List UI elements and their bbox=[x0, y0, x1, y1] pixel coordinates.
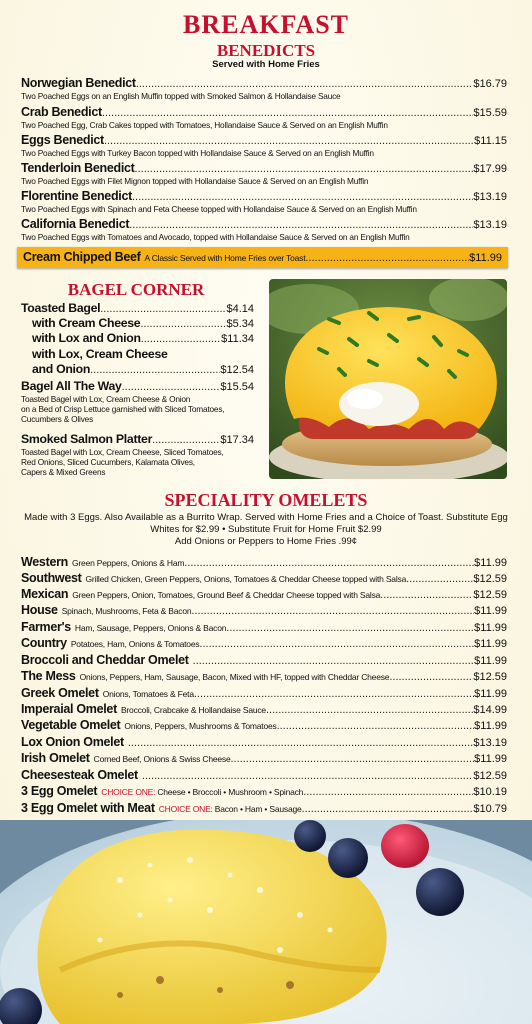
benedicts-heading: BENEDICTS bbox=[216, 41, 316, 60]
omelet-item bbox=[21, 603, 507, 618]
item-price: $11.99 bbox=[469, 252, 502, 264]
item-price: $11.99 bbox=[474, 638, 507, 650]
omelet-item bbox=[21, 620, 507, 635]
omelet-item bbox=[21, 571, 507, 586]
benedict-item bbox=[21, 161, 507, 186]
item-name: Farmer's bbox=[21, 620, 71, 634]
omelet-item bbox=[21, 686, 507, 701]
benedicts-subheading: Served with Home Fries bbox=[212, 59, 320, 70]
item-price: $11.99 bbox=[474, 720, 507, 732]
bagel-item bbox=[21, 347, 254, 377]
speciality-omelets-heading: SPECIALITY OMELETS bbox=[164, 490, 368, 510]
item-description: Green Peppers, Onion, Tomatoes, Ground Beef & Cheddar Cheese topped with Salsa bbox=[72, 590, 381, 600]
item-name: Mexican bbox=[21, 587, 69, 601]
item-price: $13.19 bbox=[473, 737, 507, 749]
item-description: Toasted Bagel with Lox, Cream Cheese, Sliced Tomatoes, bbox=[21, 447, 224, 457]
item-description: Two Poached Eggs with Filet Mignon topped with Hollandaise Sauce & Served on an English Muffin bbox=[21, 176, 369, 186]
omelet-item bbox=[21, 702, 507, 717]
item-name: The Mess bbox=[21, 669, 76, 683]
item-name: Toasted Bagel bbox=[21, 301, 101, 315]
item-description: Capers & Mixed Greens bbox=[21, 467, 106, 477]
item-price: $12.59 bbox=[473, 770, 507, 782]
item-price: $10.19 bbox=[473, 786, 507, 798]
item-price: $13.19 bbox=[473, 191, 507, 203]
item-name: Lox Onion Omelet bbox=[21, 735, 124, 749]
item-name: with Cream Cheese bbox=[32, 316, 141, 330]
item-price: $11.99 bbox=[474, 753, 507, 765]
choice-label: CHOICE ONE: bbox=[101, 787, 156, 797]
item-price: $17.34 bbox=[220, 434, 254, 446]
omelet-item bbox=[21, 735, 507, 750]
item-price: $4.14 bbox=[226, 303, 254, 315]
item-name: Crab Benedict bbox=[21, 105, 102, 119]
item-price: $11.99 bbox=[474, 605, 507, 617]
item-name: Norwegian Benedict bbox=[21, 76, 136, 90]
omelets-intro bbox=[22, 512, 510, 548]
choice-label: CHOICE ONE: bbox=[158, 804, 213, 814]
item-description: Two Poached Eggs on an English Muffin topped with Smoked Salmon & Hollandaise Sauce bbox=[21, 91, 341, 101]
item-price: $11.34 bbox=[221, 333, 254, 345]
item-name: Imperaial Omelet bbox=[21, 702, 117, 716]
item-price: $12.54 bbox=[220, 364, 254, 376]
item-price: $10.79 bbox=[473, 803, 507, 815]
omelet-item bbox=[21, 768, 507, 783]
item-name: with Lox, Cream Cheese bbox=[32, 347, 168, 361]
item-description: Onions, Peppers, Ham, Sausage, Bacon, Mixed with HF, topped with Cheddar Cheese bbox=[79, 672, 390, 682]
item-name: Irish Omelet bbox=[21, 751, 90, 765]
item-description: Corned Beef, Onions & Swiss Cheese bbox=[93, 754, 231, 764]
item-description: Two Poached Eggs with Spinach and Feta Cheese topped with Hollandaise Sauce & Served on an English Muffin bbox=[21, 204, 417, 214]
bagel-corner-heading: BAGEL CORNER bbox=[67, 280, 205, 299]
item-price: $15.54 bbox=[220, 381, 254, 393]
item-price: $11.99 bbox=[474, 655, 507, 667]
benedict-item bbox=[21, 105, 507, 130]
item-name-cont: and Onion bbox=[32, 362, 91, 376]
omelets-intro-line: Whites for $2.99 • Substitute Fruit for Home Fruit $2.99 bbox=[150, 524, 382, 535]
item-name: Broccoli and Cheddar Omelet bbox=[21, 653, 189, 667]
bagel-item bbox=[21, 301, 254, 316]
item-price: $11.99 bbox=[474, 557, 507, 569]
item-description: Grilled Chicken, Green Peppers, Onions, Tomatoes & Cheddar Cheese topped with Salsa bbox=[85, 574, 407, 584]
item-name: Smoked Salmon Platter bbox=[21, 432, 153, 446]
item-description: Potatoes, Ham, Onions & Tomatoes bbox=[70, 639, 200, 649]
item-name: Bagel All The Way bbox=[21, 379, 122, 393]
item-price: $5.34 bbox=[226, 318, 254, 330]
item-description: A Classic Served with Home Fries over Toast bbox=[144, 253, 306, 263]
item-price: $12.59 bbox=[473, 589, 507, 601]
item-description: Red Onions, Sliced Cucumbers, Kalamata Olives, bbox=[21, 457, 195, 467]
item-price: $12.59 bbox=[473, 573, 507, 585]
omelet-item bbox=[21, 653, 507, 668]
item-name: Country bbox=[21, 636, 67, 650]
item-name: 3 Egg Omelet bbox=[21, 784, 98, 798]
bagel-item bbox=[21, 331, 254, 346]
item-price: $15.59 bbox=[473, 107, 507, 119]
item-name: Southwest bbox=[21, 571, 82, 585]
omelet-item bbox=[21, 587, 507, 602]
menu-title: BREAKFAST bbox=[183, 10, 349, 39]
item-description: Cucumbers & Olives bbox=[21, 414, 94, 424]
omelets-intro-line: Made with 3 Eggs. Also Available as a Burrito Wrap. Served with Home Fries and a Choice of Toast. Substitute Egg bbox=[24, 512, 508, 523]
benedict-item bbox=[21, 189, 507, 214]
item-name: Greek Omelet bbox=[21, 686, 99, 700]
item-description: Ham, Sausage, Peppers, Onions & Bacon bbox=[74, 623, 227, 633]
item-description: Bacon • Ham • Sausage bbox=[214, 804, 302, 814]
item-price: $17.99 bbox=[473, 163, 507, 175]
bagel-item bbox=[21, 379, 254, 424]
omelet-item bbox=[21, 751, 507, 766]
item-price: $16.79 bbox=[473, 78, 507, 90]
item-description: on a Bed of Crisp Lettuce garnished with Sliced Tomatoes, bbox=[21, 404, 225, 414]
item-description: Toasted Bagel with Lox, Cream Cheese & Onion bbox=[21, 394, 191, 404]
item-price: $11.99 bbox=[474, 688, 507, 700]
item-price: $11.99 bbox=[474, 622, 507, 634]
item-price: $14.99 bbox=[473, 704, 507, 716]
bagel-item bbox=[21, 316, 254, 331]
item-price: $11.15 bbox=[474, 135, 507, 147]
item-price: $12.59 bbox=[473, 671, 507, 683]
item-name: Cream Chipped Beef bbox=[23, 250, 141, 264]
omelet-item bbox=[21, 801, 507, 816]
omelet-item bbox=[21, 555, 507, 570]
item-name: Vegetable Omelet bbox=[21, 718, 121, 732]
item-name: Cheesesteak Omelet bbox=[21, 768, 138, 782]
omelet-item bbox=[21, 784, 507, 799]
benedict-item bbox=[21, 76, 507, 101]
bagel-item bbox=[21, 432, 254, 477]
item-description: Broccoli, Crabcake & Hollandaise Sauce bbox=[120, 705, 266, 715]
item-price: $13.19 bbox=[473, 219, 507, 231]
item-description: Two Poached Eggs with Turkey Bacon topped with Hollandaise Sauce & Served on an English Muffin bbox=[21, 148, 374, 158]
benedict-item bbox=[21, 133, 507, 158]
item-name: with Lox and Onion bbox=[32, 331, 141, 345]
omelets-intro-line: Add Onions or Peppers to Home Fries .99¢ bbox=[174, 536, 358, 547]
eggs-benedict-photo bbox=[269, 279, 507, 479]
item-description: Two Poached Eggs with Tomatoes and Avocado, topped with Hollandaise Sauce & Served on an English Muffin bbox=[21, 232, 410, 242]
item-description: Spinach, Mushrooms, Feta & Bacon bbox=[61, 606, 192, 616]
omelet-with-berries-photo bbox=[0, 820, 532, 1024]
benedict-item bbox=[21, 217, 507, 242]
cream-chipped-beef-banner bbox=[17, 247, 508, 268]
item-name: California Benedict bbox=[21, 217, 130, 231]
item-name: House bbox=[21, 603, 58, 617]
item-name: Tenderloin Benedict bbox=[21, 161, 135, 175]
item-description: Onions, Peppers, Mushrooms & Tomatoes bbox=[124, 721, 277, 731]
item-name: 3 Egg Omelet with Meat bbox=[21, 801, 155, 815]
item-name: Florentine Benedict bbox=[21, 189, 132, 203]
item-description: Cheese • Broccoli • Mushroom • Spinach bbox=[157, 787, 304, 797]
omelet-item bbox=[21, 718, 507, 733]
item-description: Onions, Tomatoes & Feta bbox=[102, 689, 194, 699]
item-description: Green Peppers, Onions & Ham bbox=[72, 558, 185, 568]
item-name: Western bbox=[21, 555, 68, 569]
item-description: Two Poached Egg, Crab Cakes topped with Tomatoes, Hollandaise Sauce & Served on an English Muffin bbox=[21, 120, 388, 130]
omelet-item bbox=[21, 636, 507, 651]
omelet-item bbox=[21, 669, 507, 684]
item-name: Eggs Benedict bbox=[21, 133, 104, 147]
